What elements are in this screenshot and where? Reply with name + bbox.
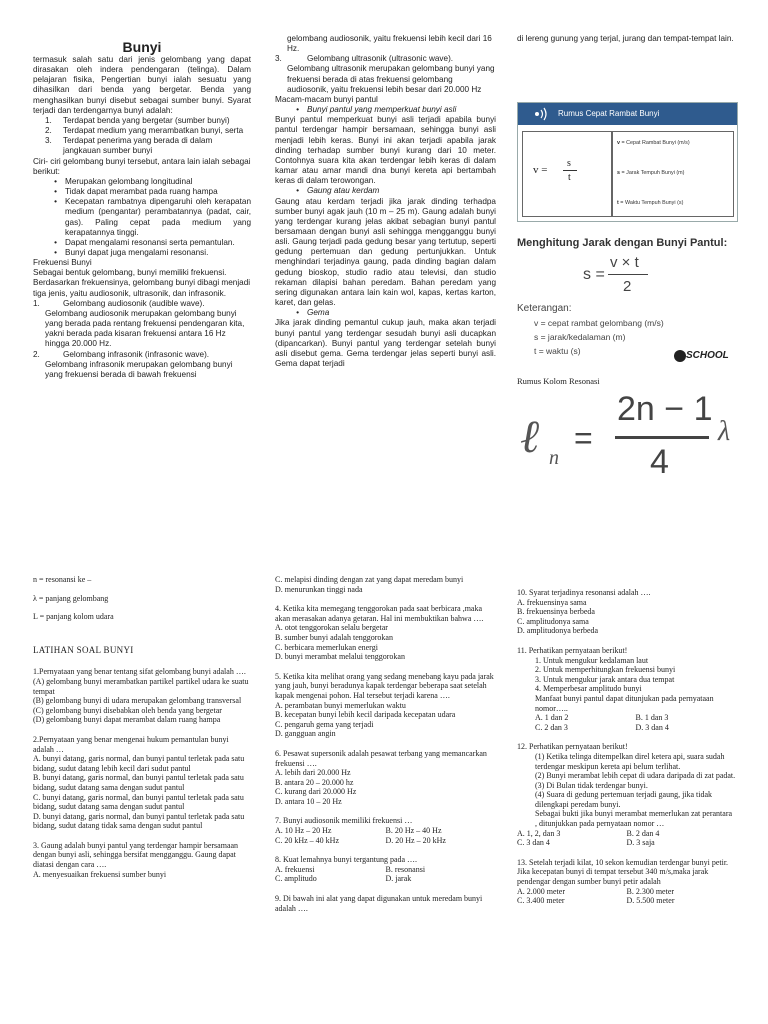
- list-item: 1. Gelombang audiosonik (audible wave).: [33, 298, 205, 308]
- question: 2.Pernyataan yang benar mengenai hukum pemantulan bunyi adalah …: [33, 734, 229, 754]
- question: 13. Setelah terjadi kilat, 10 sekon kemudian terdengar bunyi petir. Jika kecepatan bunyi di tempat tersebut 340 m/s,maka jarak pendengar dengan sumber bunyi petir adalah: [517, 857, 729, 887]
- list-item: • Dapat mengalami resonansi serta pemantulan.: [54, 237, 235, 247]
- formula-title: Rumus Kolom Resonasi: [517, 376, 600, 386]
- section-heading: Macam-macam bunyi pantul: [275, 94, 378, 104]
- keterangan-title: Keterangan:: [517, 303, 572, 314]
- question: 7. Bunyi audiosonik memiliki frekuensi …: [275, 816, 413, 826]
- bullet-heading: • Gaung atau kerdam: [296, 186, 380, 196]
- question: 12. Perhatikan pernyataan berikut!: [517, 742, 628, 752]
- list-item: 3. Terdapat penerima yang berada di dalam jangkauan sumber bunyi: [45, 136, 213, 156]
- list-item: • Merupakan gelombang longitudinal: [54, 176, 193, 186]
- formula-cell: v = s t: [522, 131, 612, 217]
- question: 9. Di bawah ini alat yang dapat digunakan untuk meredam bunyi adalah ….: [275, 894, 483, 913]
- list-item: 1. Terdapat benda yang bergetar (sumber bunyi): [45, 115, 230, 125]
- list-item: 3. Gelombang ultrasonik (ultrasonic wave).: [275, 54, 454, 64]
- list-item-desc: Gelombang ultrasonik merupakan gelombang bunyi yang frekuensi berada di atas frekuensi gelombang audiosonik, yaitu frekuensi lebih besar dari 20.000 Hz: [287, 64, 495, 94]
- ciri-intro: Ciri- ciri gelombang bunyi tersebut, antara lain ialah sebagai berikut:: [33, 156, 251, 176]
- intro-paragraph: termasuk salah satu dari jenis gelombang yang dapat dirasakan oleh indera pendengaran (telinga). Dalam pelajaran fisika, Pengertian bunyi ialah sesuatu yang dihasilkan dari benda yang bergetar. Benda yang menghasilkan bunyi disebut sebagai sumber bunyi. Syarat terjadi dan terdengarnya bunyi adalah:: [33, 55, 251, 115]
- list-item-desc: Gelombang audiosonik merupakan gelombang bunyi yang berada pada rentang frekuensi pendengaran kita, yakni berada pada kisaran frekuensi antara 16 Hz hingga 20.000 Hz.: [45, 308, 245, 349]
- list-item: • Tidak dapat merambat pada ruang hampa: [54, 187, 218, 197]
- question: 6. Pesawat supersonik adalah pesawat terbang yang memancarkan frekuensi ….: [275, 748, 487, 768]
- continued-text: gelombang audiosonik, yaitu frekuensi lebih kecil dari 16 Hz.: [287, 34, 492, 54]
- section-heading: LATIHAN SOAL BUNYI: [33, 644, 134, 655]
- formula-card-speed: [517, 102, 738, 222]
- list-item: • Bunyi dapat juga mengalami resonansi.: [54, 247, 209, 257]
- paragraph: Gaung atau kerdam terjadi jika jarak dinding terhadpa sumber bunyi agak jauh (10 m – 25 m). Gaung adalah bunyi yang terdengar kurang jelas akibat sebagian bunyi pantul bersamaan dengan bunyi asli sehingga mengganggu bunyi asli. Gaung terjadi pada gedung besar yang tertutup, seperti gedung pertemuan dan gedung pertunjukkan. Untuk menghindari terjadinya gaung, pada dinding bagian dalam gedung bioskop, studio radio atau televisi, dan studio rekaman dilapisi bahan peredam. Bahan peredam yang sering digunakan antara lain kain wol, kapas, kertas karton, karet, dan gelas.: [275, 196, 496, 308]
- question: 1.Pernyataan yang benar tentang sifat gelombang bunyi adalah ….: [33, 667, 246, 677]
- bullet-heading: • Gema: [296, 308, 330, 318]
- formula-title: Menghitung Jarak dengan Bunyi Pantul:: [517, 237, 728, 249]
- column-2: [275, 34, 496, 369]
- question: 5. Ketika kita melihat orang yang sedang menebang kayu pada jarak yang jauh, bunyi beradunya kapak terdengar beberapa saat setelah kapak mengenai pohon. Hal tersebut terjadi karena ….: [275, 671, 494, 700]
- column-3-text: [517, 34, 736, 44]
- section-heading: Frekuensi Bunyi: [33, 258, 92, 268]
- list-item: 2. Terdapat medium yang merambatkan bunyi, serta: [45, 126, 244, 136]
- question: 8. Kuat lemahnya bunyi tergantung pada ….: [275, 855, 418, 865]
- formula-card-title: Rumus Cepat Rambat Bunyi: [558, 109, 660, 118]
- question: 3. Gaung adalah bunyi pantul yang terdengar hampir bersamaan dengan bunyi asli, sehingga bersifat mengganggu. Gaung dapat diatasi dengan cara ….: [33, 840, 239, 870]
- syarat-list: [33, 116, 251, 157]
- bottom-column-3: 10. Syarat terjadinya resonansi adalah …. A. frekuensinya sama B. frekuensinya berbeda C. amplitudonya sama D. amplitudonya berbeda 11. Perhatikan pernyataan berikut! 1. Untuk mengukur kedalaman laut 2. Untuk memperhitungkan frekuensi bunyi 3. Untuk mengukur jarak antara dua tempat 4. Memperbesar amplitudo bunyi Manfaat bunyi pantul dapat ditunjukan pada pernyataan nomor….. A. 1 dan 2 B. 1 dan 3 C. 2 dan 3 D. 3 dan 4 12. Perhatikan pernyataan berikut! (1) Ketika telinga ditempelkan direl ketera api, suara sudah terdengar meskipun kereta api belum terlihat. (2) Bunyi merambat lebih cepat di udara daripada di zat padat. (3) Di Bulan tidak terdengar bunyi. (4) Suara di gedung pertemuan terjadi gaung, jika tidak dilengkapi peredam bunyi. Sebagai bukti jika bunyi merambat memerlukan zat perantara , ditunjukkan pada pernyataan nomor … A. 1, 2, dan 3 B. 2 dan 4 C. 3 dan 4 D. 3 saja 13. Setelah terjadi kilat, 10 sekon kemudian terdengar bunyi petir. Jika kecepatan bunyi di tempat tersebut 340 m/s,maka jarak pendengar dengan sumber bunyi petir adalah A. 2.000 meter B. 2.300 meter C. 3.400 meter D. 5.500 meter: [517, 588, 736, 906]
- question: 4. Ketika kita memegang tenggorokan pada saat berbicara ,maka akan merasakan adanya getaran. Hal ini membuktikan bahwa ….: [275, 604, 484, 623]
- list-item: • Kecepatan rambatnya dipengaruhi oleh kerapatan medium (pengantar) perambatannya (padat, cair, gas). Paling cepat pada medium yang kerapatannya tinggi.: [54, 197, 251, 237]
- question: 10. Syarat terjadinya resonansi adalah ….: [517, 588, 651, 597]
- paragraph: Jika jarak dinding pemantul cukup jauh, maka akan terjadi bunyi pantul yang terdengar sesudah bunyi asli ducapkan (dipancarkan). Bunyi pantul yang terdengar setelah bunyi asli disebut gema. Gema terdengar jelas seperti bunyi asli. Gema dapat terjadi: [275, 318, 496, 368]
- list-item: 2. Gelombang infrasonik (infrasonic wave).: [33, 349, 210, 359]
- column-1: [33, 39, 251, 380]
- list-item-desc: Gelombang infrasonik merupakan gelombang bunyi yang frekuensi berada di bawah frekuensi: [45, 359, 233, 379]
- question: 11. Perhatikan pernyataan berikut!: [517, 645, 628, 655]
- sound-wave-icon: [530, 107, 550, 121]
- continued-text: di lereng gunung yang terjal, jurang dan tempat-tempat lain.: [517, 34, 734, 43]
- school-logo: SCHOOL: [674, 350, 728, 362]
- bullet-heading: • Bunyi pantul yang memperkuat bunyi asli: [296, 105, 457, 115]
- page-title: Bunyi: [122, 39, 162, 55]
- bottom-column-2: C. melapisi dinding dengan zat yang dapat meredam bunyi D. menurunkan tinggi nada 4. Ketika kita memegang tenggorokan pada saat berbicara ,maka akan merasakan adanya getaran. Hal ini membuktikan bahwa …. A. otot tenggorokan selalu bergetar B. sumber bunyi adalah tenggorokan C. berbicara memerlukan energi D. bunyi merambat melalui tenggorokan 5. Ketika kita melihat orang yang sedang menebang kayu pada jarak yang jauh, bunyi beradunya kapak terdengar beberapa saat setelah kapak mengenai pohon. Hal tersebut terjadi karena …. A. perambatan bunyi memerlukan waktu B. kecepatan bunyi lebih kecil daripada kecepatan udara C. pengaruh gema yang terjadi D. gangguan angin 6. Pesawat supersonik adalah pesawat terbang yang memancarkan frekuensi …. A. lebih dari 20.000 Hz B. antara 20 – 20.000 hz C. kurang dari 20.000 Hz D. antara 10 – 20 Hz 7. Bunyi audiosonik memiliki frekuensi … A. 10 Hz – 20 Hz B. 20 Hz – 40 Hz C. 20 kHz – 40 kHz D. 20 Hz – 20 kHz 8. Kuat lemahnya bunyi tergantung pada …. A. frekuensi B. resonansi C. amplitudo D. jarak 9. Di bawah ini alat yang dapat digunakan untuk meredam bunyi adalah ….: [275, 575, 496, 913]
- ciri-list: [33, 177, 251, 258]
- paragraph: Bunyi pantul memperkuat bunyi asli terjadi apabila bunyi pantul terdengar hampir bersamaan, sehingga bunyi asli menjadi lebih keras. Bunyi ini akan terjadi apabila jarak dinding terhadap sumber bunyi kurang dari 10 meter. Contohnya suara kita akan terdengar lebih keras di dalam kamar atau amar mandi dna bunyi kereta api bertambah keras di dalam terowongan.: [275, 115, 496, 186]
- bottom-column-1: n = resonansi ke – λ = panjang gelombang L = panjang kolom udara LATIHAN SOAL BUNYI 1.Pernyataan yang benar tentang sifat gelombang bunyi adalah …. (A) gelombang bunyi merambatkan partikel partikel udara ke suatu tempat (B) gelombang bunyi di udara merupakan gelombang transversal (C) gelombang bunyi disebabkan oleh benda yang bergetar (D) gelombang bunyi dapat merambat dalam ruang hampa 2.Pernyataan yang benar mengenai hukum pemantulan bunyi adalah … A. bunyi datang, garis normal, dan bunyi pantul terletak pada satu bidang, sudut datang lebih kecil dari sudut pantul B. bunyi datang, garis normal, dan bunyi pantul terletak pada satu bidang, sudut datang sama dengan sudut pantul C. bunyi datang, garis normal, dan bunyi pantul terletak pada satu bidang, sudut datang sama dengan sudut pantul D. bunyi datang, garis normal, dan bunyi pantul terletak pada satu bidang, sudut datang tidak sama dengan sudut pantul 3. Gaung adalah bunyi pantul yang terdengar hampir bersamaan dengan bunyi asli, sehingga bersifat mengganggu. Gaung dapat diatasi dengan cara …. A. menyesuaikan frekuensi sumber bunyi: [33, 575, 251, 879]
- formula-legend: v = Cepat Rambat Bunyi (m/s) s = Jarak Tempuh Bunyi (m) t = Waktu Tempuh Bunyi (s): [612, 131, 734, 217]
- frek-intro: Sebagai bentuk gelombang, bunyi memiliki frekuensi. Berdasarkan frekuensinya, gelombang bunyi dibagi menjadi tiga jenis, yaitu audiosonik, ultrasonik, dan infrasonik.: [33, 268, 251, 298]
